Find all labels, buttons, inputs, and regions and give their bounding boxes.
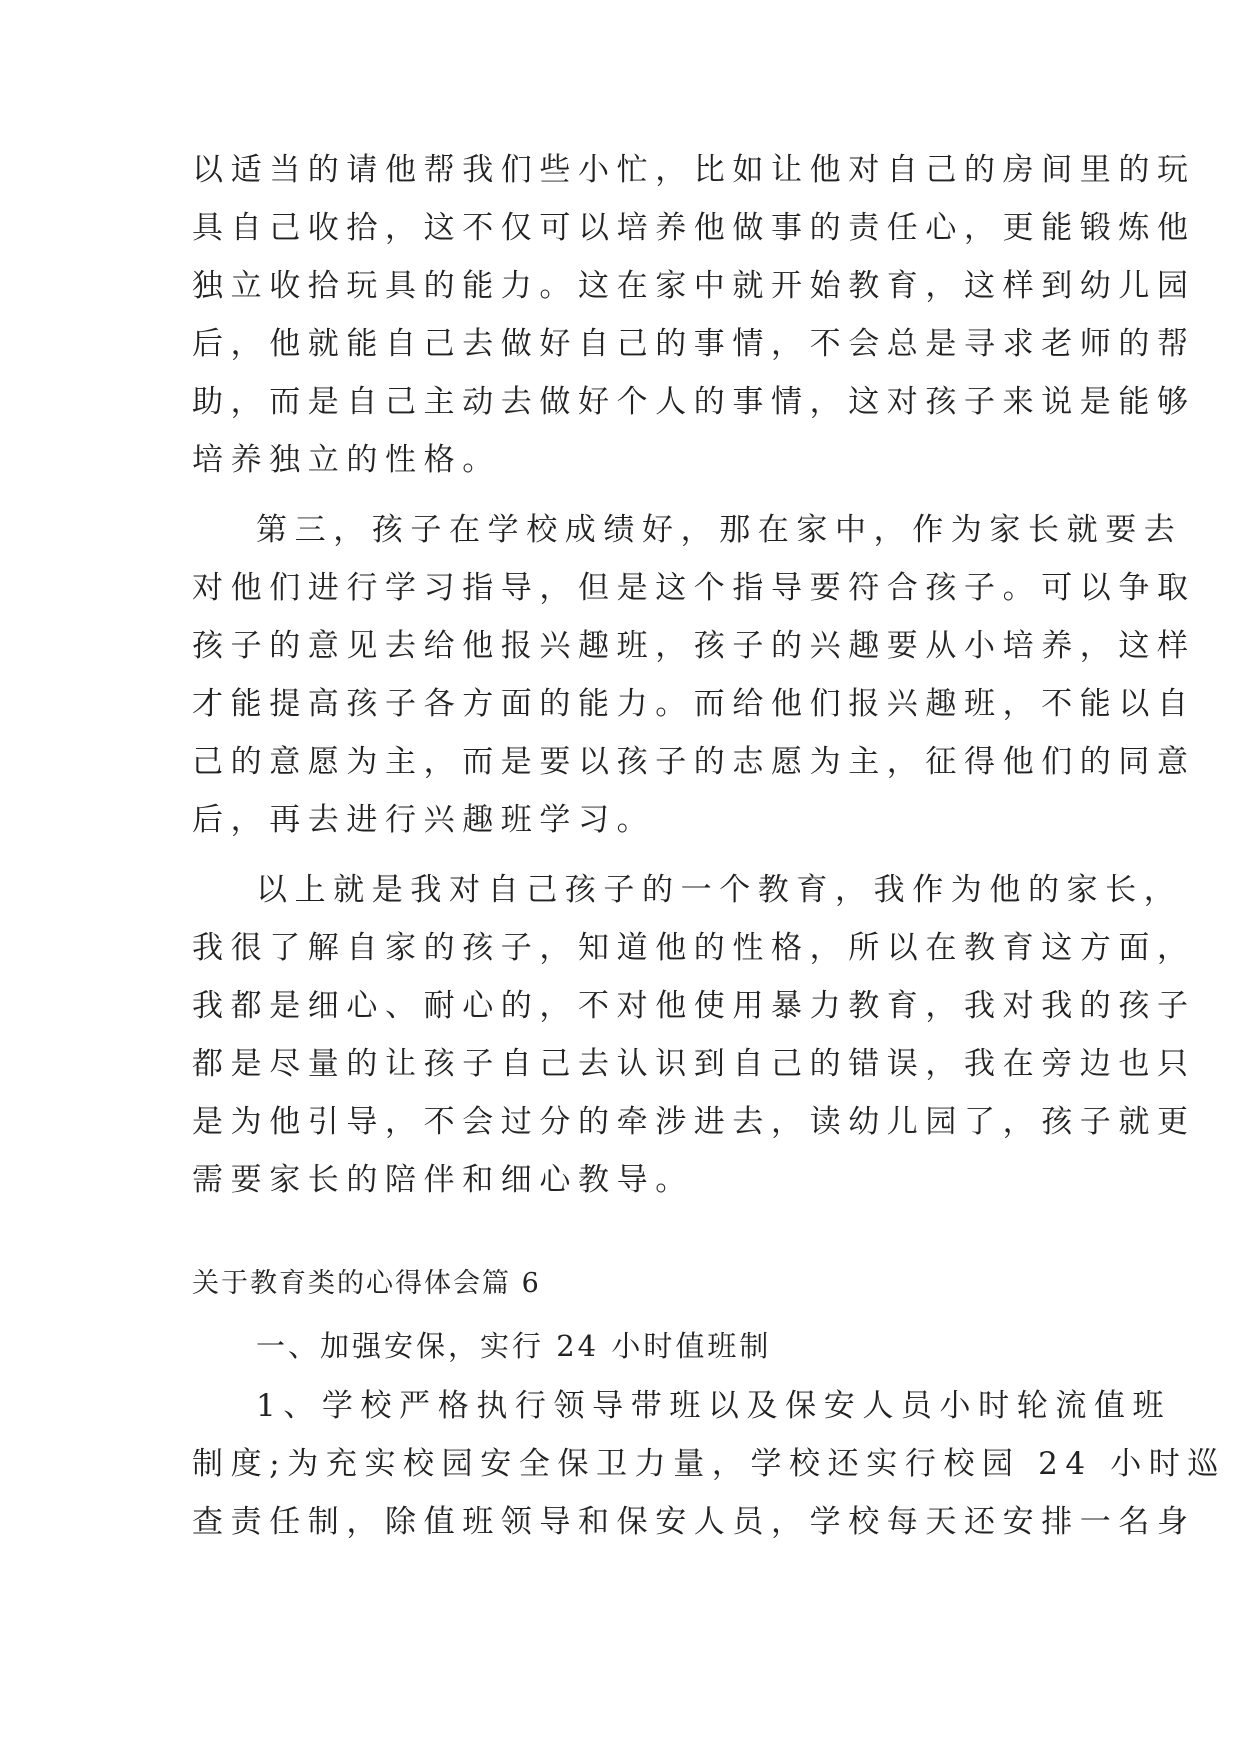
paragraph-line: 具自己收拾，这不仅可以培养他做事的责任心，更能锻炼他 (192, 210, 1196, 246)
paragraph-line: 制度;为充实校园安全保卫力量，学校还实行校园 24 小时巡 (192, 1446, 1226, 1482)
paragraph-line: 我很了解自家的孩子，知道他的性格，所以在教育这方面， (192, 930, 1196, 966)
paragraph-line: 后，他就能自己去做好自己的事情，不会总是寻求老师的帮 (192, 326, 1196, 362)
paragraph-line: 需要家长的陪伴和细心教导。 (192, 1162, 694, 1198)
paragraph-line: 独立收拾玩具的能力。这在家中就开始教育，这样到幼儿园 (192, 268, 1196, 304)
paragraph-line: 查责任制，除值班领导和保安人员，学校每天还安排一名身 (192, 1504, 1196, 1540)
paragraph-line: 才能提高孩子各方面的能力。而给他们报兴趣班，不能以自 (192, 686, 1196, 722)
paragraph-line: 第三，孩子在学校成绩好，那在家中，作为家长就要去 (256, 512, 1183, 548)
paragraph-line: 孩子的意见去给他报兴趣班，孩子的兴趣要从小培养，这样 (192, 628, 1196, 664)
paragraph-line: 我都是细心、耐心的，不对他使用暴力教育，我对我的孩子 (192, 988, 1196, 1024)
paragraph-line: 以上就是我对自己孩子的一个教育，我作为他的家长， (256, 872, 1183, 908)
subsection-heading: 一、加强安保，实行 24 小时值班制 (256, 1329, 772, 1363)
paragraph-line: 助，而是自己主动去做好个人的事情，这对孩子来说是能够 (192, 384, 1196, 420)
paragraph-line: 对他们进行学习指导，但是这个指导要符合孩子。可以争取 (192, 570, 1196, 606)
paragraph-line: 是为他引导，不会过分的牵涉进去，读幼儿园了，孩子就更 (192, 1104, 1196, 1140)
paragraph-line: 己的意愿为主，而是要以孩子的志愿为主，征得他们的同意 (192, 744, 1196, 780)
paragraph-line: 后，再去进行兴趣班学习。 (192, 802, 656, 838)
paragraph-line: 1、学校严格执行领导带班以及保安人员小时轮流值班 (256, 1388, 1172, 1424)
section-heading: 关于教育类的心得体会篇 6 (192, 1268, 541, 1299)
paragraph-line: 以适当的请他帮我们些小忙，比如让他对自己的房间里的玩 (192, 152, 1196, 188)
paragraph-line: 都是尽量的让孩子自己去认识到自己的错误，我在旁边也只 (192, 1046, 1196, 1082)
paragraph-line: 培养独立的性格。 (192, 442, 501, 478)
